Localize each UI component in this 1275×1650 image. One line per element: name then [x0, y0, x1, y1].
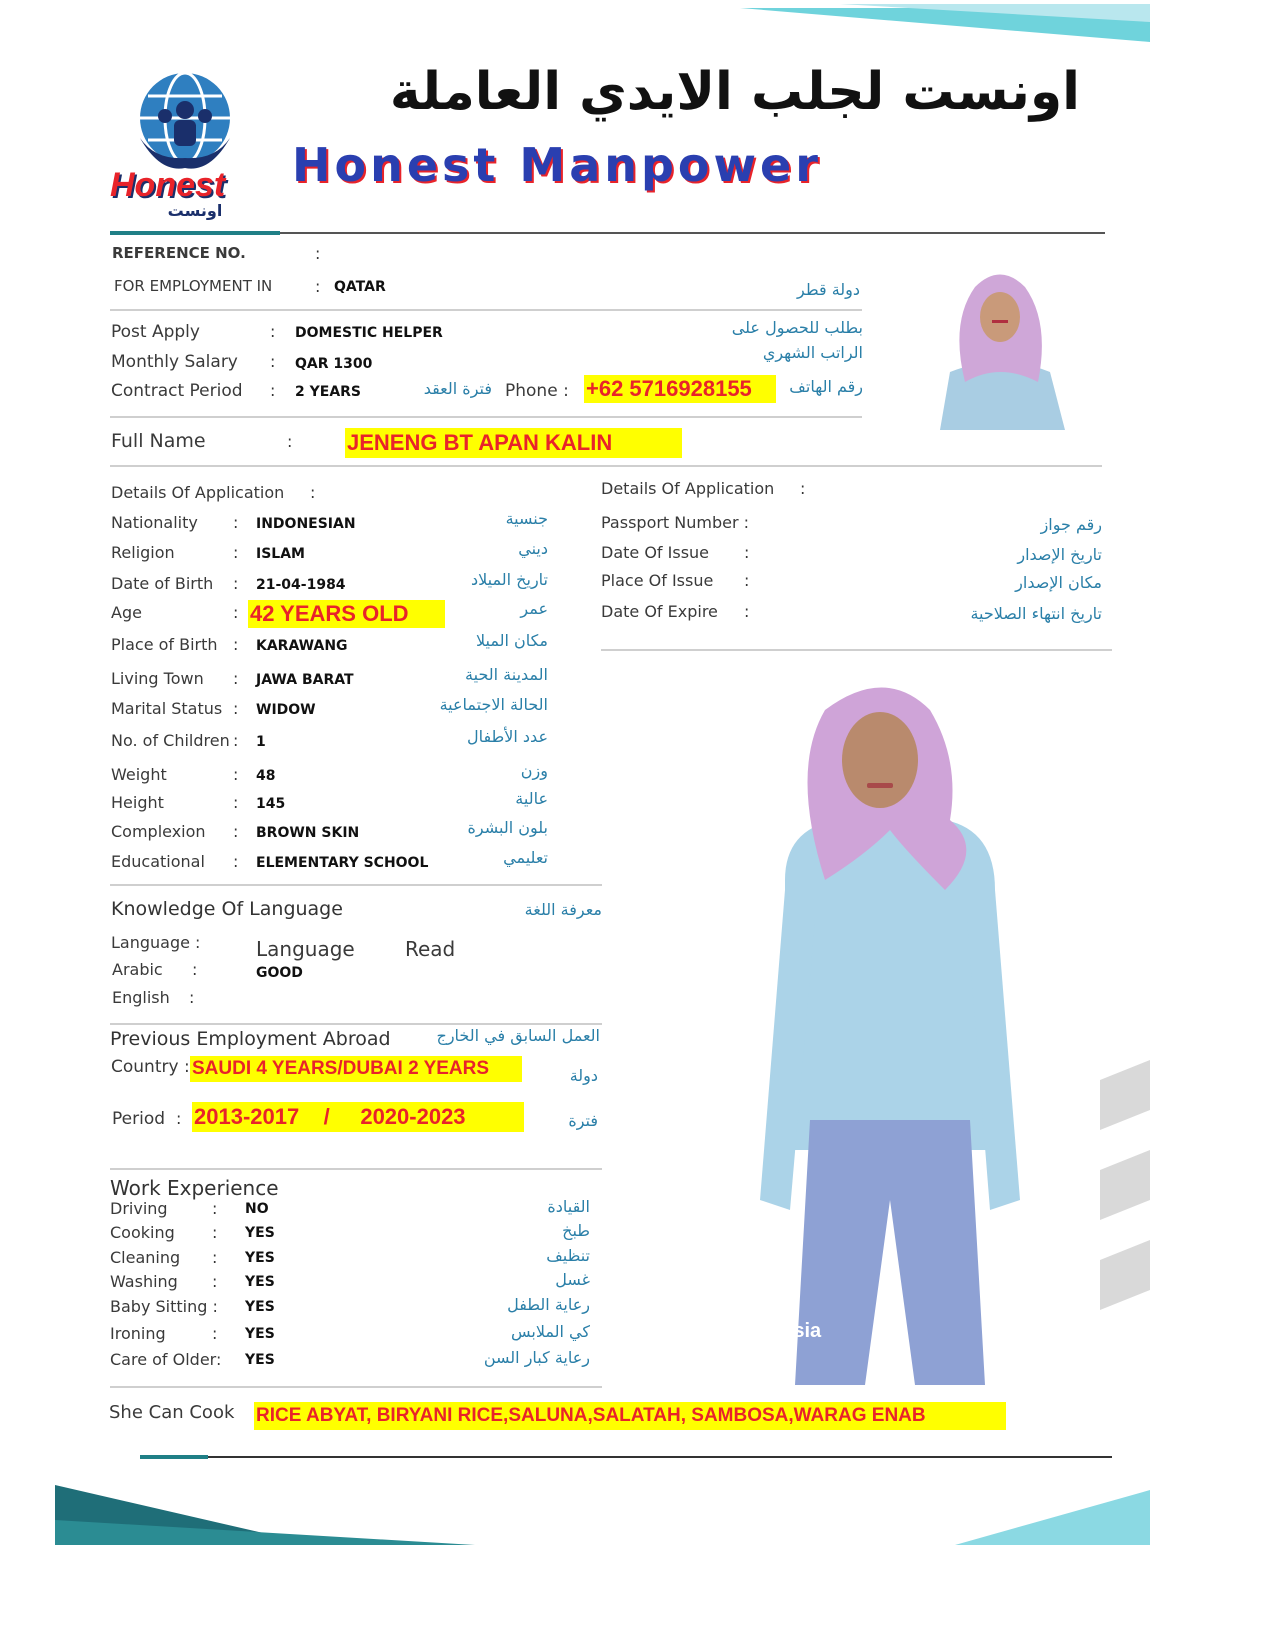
- work-value: YES: [245, 1326, 275, 1342]
- language-arabic-colon: :: [192, 960, 198, 979]
- work-colon: :: [212, 1272, 218, 1291]
- previous-rule: [110, 1168, 602, 1170]
- work-colon: :: [212, 1199, 218, 1218]
- post-arabic: بطلب للحصول على: [731, 318, 863, 337]
- work-title: Work Experience: [110, 1176, 279, 1200]
- detail-label: Height: [111, 793, 164, 812]
- detail-right-colon: :: [744, 571, 750, 590]
- language-arabic: معرفة اللغة: [524, 900, 602, 919]
- work-arabic: القيادة: [547, 1197, 590, 1216]
- right-stripes-decoration: [1100, 1060, 1150, 1360]
- detail-label: No. of Children: [111, 731, 230, 750]
- detail-colon: :: [233, 822, 239, 841]
- detail-right-arabic: مكان الإصدار: [1015, 573, 1102, 592]
- work-arabic: طبخ: [562, 1221, 590, 1240]
- age-value: 42 YEARS OLD: [248, 600, 445, 628]
- detail-colon: :: [233, 731, 239, 750]
- employment-rule: [110, 309, 862, 311]
- arabic-company-title: اونست لجلب الايدي العاملة: [389, 62, 1080, 122]
- detail-colon: :: [233, 852, 239, 871]
- details-right-title: Details Of Application: [601, 479, 775, 498]
- detail-right-colon: :: [744, 543, 750, 562]
- detail-value: KARAWANG: [256, 638, 348, 654]
- previous-period-colon: :: [176, 1109, 182, 1128]
- fullname-colon: :: [287, 432, 293, 451]
- previous-country-value: SAUDI 4 YEARS/DUBAI 2 YEARS: [190, 1056, 522, 1082]
- work-colon: :: [212, 1248, 218, 1267]
- cook-label: She Can Cook: [109, 1402, 235, 1423]
- previous-period-value: 2013-2017 / 2020-2023: [192, 1102, 524, 1132]
- work-value: YES: [245, 1352, 275, 1368]
- detail-colon: :: [233, 699, 239, 718]
- contract-value: 2 YEARS: [295, 384, 362, 400]
- detail-right-arabic: تاريخ الإصدار: [1017, 545, 1102, 564]
- detail-value: 145: [256, 796, 286, 812]
- detail-value: 1: [256, 734, 266, 750]
- salary-colon: :: [270, 352, 276, 371]
- employment-label: FOR EMPLOYMENT IN: [114, 277, 273, 295]
- detail-label: Date of Birth: [111, 574, 214, 593]
- detail-label: Place of Birth: [111, 635, 218, 654]
- work-label: Cooking: [110, 1223, 175, 1242]
- post-colon: :: [270, 322, 276, 341]
- detail-value: 48: [256, 768, 276, 784]
- language-label: Language :: [111, 933, 201, 952]
- detail-right-colon: :: [744, 602, 750, 621]
- detail-value: WIDOW: [256, 702, 316, 718]
- detail-arabic: بلون البشرة: [467, 818, 548, 837]
- applicant-photo-large: [755, 680, 1025, 1385]
- employment-colon: :: [315, 277, 321, 296]
- detail-arabic: جنسية: [505, 509, 548, 528]
- language-arabic-value: GOOD: [256, 965, 303, 981]
- reference-label: REFERENCE NO.: [112, 244, 246, 262]
- work-value: YES: [245, 1274, 275, 1290]
- details-left-colon: :: [310, 483, 316, 502]
- detail-value: BROWN SKIN: [256, 825, 360, 841]
- footer-rule-accent: [140, 1455, 208, 1459]
- detail-colon: :: [233, 513, 239, 532]
- work-value: YES: [245, 1299, 275, 1315]
- detail-label: Religion: [111, 543, 175, 562]
- detail-right-arabic: تاريخ انتهاء الصلاحية: [970, 604, 1102, 623]
- detail-colon: :: [233, 669, 239, 688]
- phone-label: Phone :: [505, 381, 569, 401]
- detail-arabic: تاريخ الميلاد: [471, 570, 548, 589]
- detail-right-label: Passport Number :: [601, 513, 750, 532]
- detail-arabic: تعليمي: [503, 848, 548, 867]
- logo-text: Honest: [110, 166, 226, 204]
- detail-colon: :: [233, 635, 239, 654]
- detail-arabic: وزن: [520, 761, 548, 780]
- contract-arabic: فترة العقد: [423, 379, 492, 398]
- work-value: NO: [245, 1201, 269, 1217]
- post-label: Post Apply: [111, 322, 200, 342]
- contract-rule: [110, 416, 862, 418]
- footer-rule: [140, 1456, 1112, 1458]
- work-label: Driving: [110, 1199, 168, 1218]
- previous-period-label: Period: [112, 1109, 166, 1129]
- work-arabic: غسل: [555, 1270, 590, 1289]
- work-value: YES: [245, 1225, 275, 1241]
- language-col-read: Read: [405, 937, 456, 961]
- detail-value: INDONESIAN: [256, 516, 356, 532]
- company-logo: [110, 68, 260, 220]
- work-arabic: رعاية كبار السن: [483, 1348, 590, 1367]
- phone-value: +62 5716928155: [584, 375, 776, 403]
- detail-value: ELEMENTARY SCHOOL: [256, 855, 429, 871]
- previous-country-label: Country :: [111, 1057, 190, 1077]
- detail-arabic: الحالة الاجتماعية: [439, 695, 548, 714]
- work-label: Ironing: [110, 1324, 166, 1343]
- fullname-rule: [110, 465, 1102, 467]
- salary-label: Monthly Salary: [111, 352, 238, 372]
- applicant-photo-small: [920, 262, 1080, 430]
- detail-label: Complexion: [111, 822, 206, 841]
- english-company-title: Honest Manpower: [292, 138, 822, 192]
- employment-value: QATAR: [334, 279, 386, 295]
- reference-colon: :: [315, 244, 321, 263]
- post-value: DOMESTIC HELPER: [295, 325, 443, 341]
- work-rule: [110, 1386, 602, 1388]
- detail-value: ISLAM: [256, 546, 305, 562]
- detail-label: Marital Status: [111, 699, 223, 718]
- salary-arabic: الراتب الشهري: [762, 343, 863, 362]
- language-arabic-label: Arabic: [112, 960, 163, 979]
- detail-right-arabic: رقم جواز: [1040, 515, 1102, 534]
- contract-colon: :: [270, 381, 276, 400]
- detail-right-label: Place Of Issue: [601, 571, 714, 590]
- details-left-title: Details Of Application: [111, 483, 285, 502]
- details-right-colon: :: [800, 479, 806, 498]
- detail-label: Nationality: [111, 513, 198, 532]
- detail-colon: :: [233, 574, 239, 593]
- detail-arabic: مكان الميلا: [475, 631, 548, 650]
- work-colon: :: [212, 1324, 218, 1343]
- contract-label: Contract Period: [111, 381, 243, 401]
- detail-arabic: عمر: [520, 599, 548, 618]
- work-label: Washing: [110, 1272, 178, 1291]
- fullname-label: Full Name: [111, 430, 206, 452]
- detail-right-label: Date Of Issue: [601, 543, 710, 562]
- detail-value: JAWA BARAT: [256, 672, 354, 688]
- detail-label: Weight: [111, 765, 167, 784]
- logo-arabic-text: اونست: [167, 201, 223, 220]
- language-col-language: Language: [256, 937, 355, 961]
- detail-colon: :: [233, 603, 239, 622]
- detail-arabic: عالية: [515, 789, 548, 808]
- detail-value: 21-04-1984: [256, 577, 346, 593]
- work-label: Care of Older:: [110, 1350, 222, 1369]
- language-title: Knowledge Of Language: [111, 898, 343, 920]
- detail-right-label: Date Of Expire: [601, 602, 718, 621]
- language-english-colon: :: [189, 988, 195, 1007]
- work-label: Cleaning: [110, 1248, 181, 1267]
- language-english-label: English: [112, 988, 170, 1007]
- header-divider-accent: [110, 231, 280, 235]
- detail-label: Living Town: [111, 669, 204, 688]
- top-corner-decoration: [740, 0, 1150, 45]
- work-arabic: رعاية الطفل: [507, 1295, 590, 1314]
- work-value: YES: [245, 1250, 275, 1266]
- detail-colon: :: [233, 793, 239, 812]
- work-arabic: كي الملابس: [510, 1322, 590, 1341]
- previous-title: Previous Employment Abroad: [110, 1028, 391, 1050]
- detail-colon: :: [233, 765, 239, 784]
- work-colon: :: [212, 1223, 218, 1242]
- phone-arabic: رقم الهاتف: [789, 377, 863, 396]
- previous-country-arabic: دولة: [569, 1066, 598, 1085]
- detail-colon: :: [233, 543, 239, 562]
- work-arabic: تنظيف: [546, 1246, 590, 1265]
- bottom-corner-decoration: [55, 1480, 1150, 1550]
- globe-hands-icon: [110, 68, 260, 178]
- work-label: Baby Sitting :: [110, 1297, 218, 1316]
- previous-period-arabic: فترة: [568, 1111, 598, 1130]
- cook-value: RICE ABYAT, BIRYANI RICE,SALUNA,SALATAH, SAMBOSA,WARAG ENAB: [254, 1402, 1006, 1430]
- previous-arabic: العمل السابق في الخارج: [436, 1026, 600, 1045]
- fullname-value: JENENG BT APAN KALIN: [345, 428, 682, 458]
- details-right-rule: [601, 649, 1112, 651]
- detail-label: Age: [111, 603, 142, 622]
- detail-arabic: عدد الأطفال: [466, 727, 548, 746]
- language-rule: [110, 1023, 602, 1025]
- detail-arabic: المدينة الحية: [465, 665, 548, 684]
- detail-label: Educational: [111, 852, 205, 871]
- detail-arabic: ديني: [518, 539, 548, 558]
- salary-value: QAR 1300: [295, 356, 373, 372]
- details-left-rule: [110, 884, 602, 886]
- photo-caption: nesia: [770, 1320, 822, 1342]
- employment-arabic: دولة قطر: [797, 280, 860, 299]
